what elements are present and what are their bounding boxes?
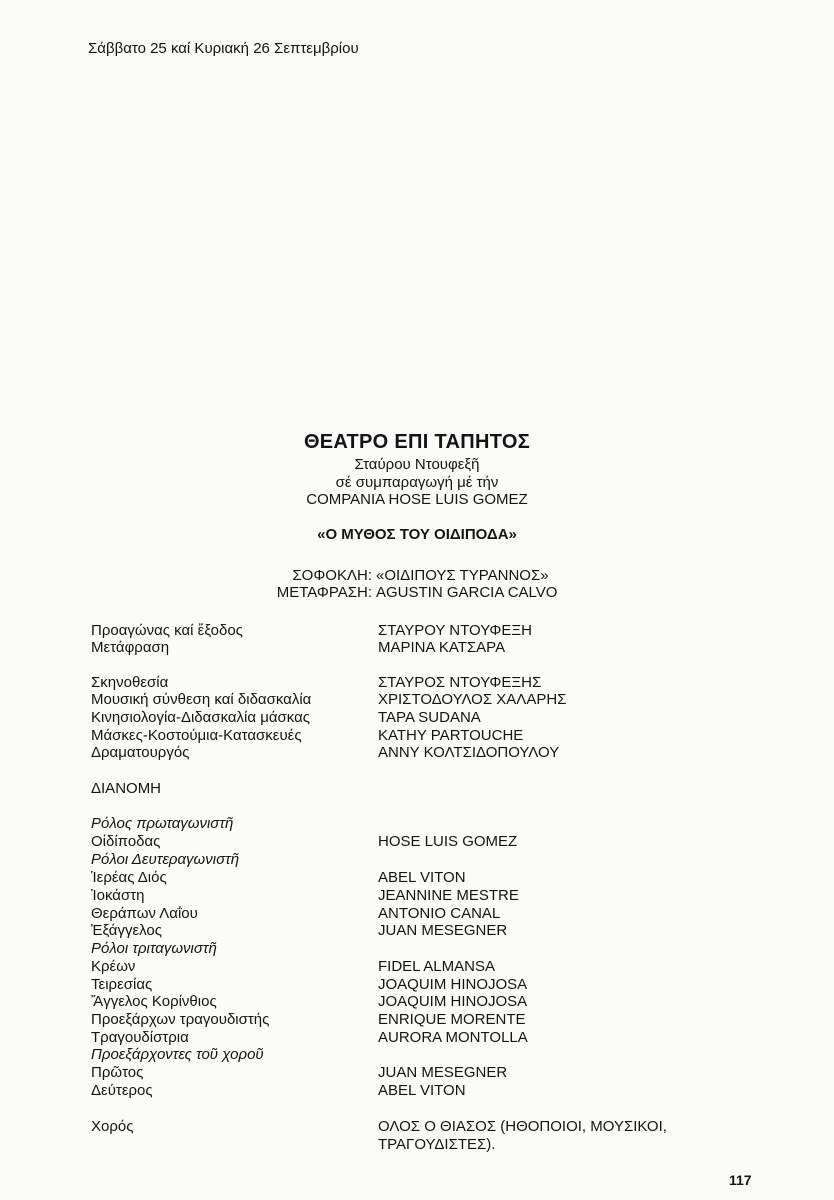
cast-name: JOAQUIM HINOJOSA (378, 976, 528, 993)
translation-label: ΜΕΤΑΦΡΑΣΗ: (276, 584, 372, 601)
cast-name: HOSE LUIS GOMEZ (378, 833, 518, 850)
cast-name: FIDEL ALMANSA (378, 958, 495, 975)
credit-role: Μάσκες-Κοστούμια-Κατασκευές (91, 727, 302, 744)
second-role-heading: Ρόλοι Δευτεραγωνιστῆ (91, 851, 240, 868)
cast-role: Χορός (91, 1118, 134, 1135)
credit-role: Δραματουργός (91, 744, 190, 761)
cast-role: Προεξάρχων τραγουδιστής (91, 1011, 270, 1028)
cast-heading: ΔΙΑΝΟΜΗ (91, 780, 162, 797)
cast-name: ENRIQUE MORENTE (378, 1011, 526, 1028)
cast-role: Οἰδίποδας (91, 833, 161, 850)
cast-name: JUAN MESEGNER (378, 1064, 508, 1081)
cast-role: Κρέων (91, 958, 136, 975)
play-title: «Ο ΜΥΘΟΣ ΤΟΥ ΟΙΔΙΠΟΔΑ» (317, 526, 517, 543)
cast-role: Τειρεσίας (91, 976, 153, 993)
coproduction-line: σέ συμπαραγωγή μέ τήν (335, 474, 499, 491)
cast-role: Ἐξάγγελος (91, 922, 162, 939)
lead-role-heading: Ρόλος πρωταγωνιστῆ (91, 815, 234, 832)
chorus-leaders-heading: Προεξάρχοντες τοῦ χοροῦ (91, 1046, 264, 1063)
credit-name: ΣΤΑΥΡΟΣ ΝΤΟΥΦΕΞΗΣ (378, 674, 542, 691)
cast-role: Ἄγγελος Κορίνθιος (91, 993, 217, 1010)
cast-name: ΟΛΟΣ Ο ΘΙΑΣΟΣ (ΗΘΟΠΟΙΟΙ, ΜΟΥΣΙΚΟΙ, (378, 1118, 667, 1135)
translation-value: AGUSTIN GARCIA CALVO (376, 584, 558, 601)
cast-name: JEANNINE MESTRE (378, 887, 519, 904)
credit-role: Κινησιολογία-Διδασκαλία μάσκας (91, 709, 311, 726)
credit-name: KATHY PARTOUCHE (378, 727, 524, 744)
source-label: ΣΟΦΟΚΛΗ: (292, 567, 372, 584)
cast-name: ABEL VITON (378, 1082, 466, 1099)
cast-role: Θεράπων Λαΐου (91, 905, 198, 922)
credit-name: ΧΡΙΣΤΟΔΟΥΛΟΣ ΧΑΛΑΡΗΣ (378, 691, 567, 708)
cast-role: Δεύτερος (91, 1082, 153, 1099)
director-line: Σταύρου Ντουφεξῆ (354, 456, 480, 473)
page-number: 117 (729, 1172, 752, 1188)
credit-name: ΣΤΑΥΡΟΥ ΝΤΟΥΦΕΞΗ (378, 622, 532, 639)
cast-role: Πρῶτος (91, 1064, 144, 1081)
theatre-name: ΘΕΑΤΡΟ ΕΠΙ ΤΑΠΗΤΟΣ (303, 431, 531, 453)
credit-name: ΑΝΝΥ ΚΟΛΤΣΙΔΟΠΟΥΛΟΥ (378, 744, 560, 761)
credit-role: Μουσική σύνθεση καί διδασκαλία (91, 691, 312, 708)
credit-role: Σκηνοθεσία (91, 674, 169, 691)
cast-role: Τραγουδίστρια (91, 1029, 189, 1046)
credit-name: ΜΑΡΙΝΑ ΚΑΤΣΑΡΑ (378, 639, 506, 656)
cast-name: AURORA MONTOLLA (378, 1029, 528, 1046)
cast-name: ABEL VITON (378, 869, 466, 886)
credit-role: Μετάφραση (91, 639, 170, 656)
date-header: Σάββατο 25 καί Κυριακή 26 Σεπτεμβρίου (88, 40, 359, 57)
partner-company: COMPANIA HOSE LUIS GOMEZ (306, 491, 528, 508)
cast-role: Ἱερέας Διός (91, 869, 167, 886)
source-value: «ΟΙΔΙΠΟΥΣ ΤΥΡΑΝΝΟΣ» (376, 567, 549, 584)
cast-name: JUAN MESEGNER (378, 922, 508, 939)
third-role-heading: Ρόλοι τριταγωνιστῆ (91, 940, 217, 957)
credit-role: Προαγώνας καί ἔξοδος (91, 622, 243, 639)
credit-name: TAPA SUDANA (378, 709, 481, 726)
cast-name: JOAQUIM HINOJOSA (378, 993, 528, 1010)
cast-name: ANTONIO CANAL (378, 905, 501, 922)
cast-role: Ἰοκάστη (91, 887, 145, 904)
cast-name: ΤΡΑΓΟΥΔΙΣΤΕΣ). (378, 1136, 496, 1153)
